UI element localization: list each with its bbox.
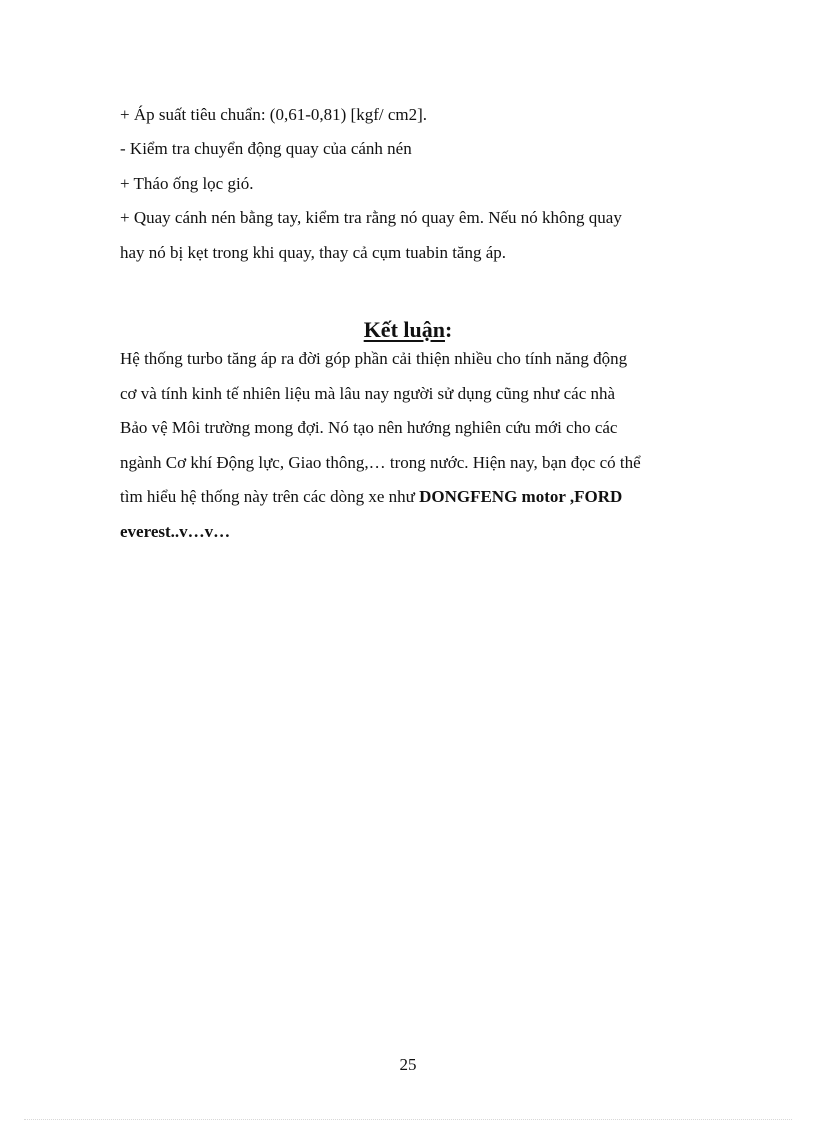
- conclusion-line: cơ và tính kinh tế nhiên liệu mà lâu nay người sử dụng cũng như các nhà: [120, 384, 616, 403]
- conclusion-line: ngành Cơ khí Động lực, Giao thông,… trong nước. Hiện nay, bạn đọc có thể: [120, 453, 641, 472]
- conclusion-colon: :: [444, 317, 453, 342]
- text-line: + Tháo ống lọc gió.: [120, 174, 254, 193]
- conclusion-line: Bảo vệ Môi trường mong đợi. Nó tạo nên hướng nghiên cứu mới cho các: [120, 418, 618, 437]
- conclusion-heading: [0, 316, 816, 344]
- text-line: + Áp suất tiêu chuẩn: (0,61-0,81) [kgf/ cm2].: [120, 105, 428, 124]
- conclusion-line: [120, 487, 622, 507]
- conclusion-title: Kết luận: [363, 317, 445, 342]
- text-line: + Quay cánh nén bằng tay, kiểm tra rằng nó quay êm. Nếu nó không quay: [120, 208, 622, 227]
- conclusion-line-bold: everest..v…v…: [120, 522, 231, 541]
- text-line: hay nó bị kẹt trong khi quay, thay cả cụm tuabin tăng áp.: [120, 243, 507, 262]
- conclusion-line: Hệ thống turbo tăng áp ra đời góp phần cải thiện nhiều cho tính năng động: [120, 349, 628, 368]
- page-number: 25: [399, 1055, 417, 1074]
- conclusion-line-text: tìm hiểu hệ thống này trên các dòng xe như: [120, 487, 420, 506]
- page-bottom-divider: [24, 1119, 792, 1120]
- text-line: - Kiểm tra chuyển động quay của cánh nén: [120, 139, 412, 158]
- car-models-bold: DONGFENG motor ,FORD: [419, 487, 623, 506]
